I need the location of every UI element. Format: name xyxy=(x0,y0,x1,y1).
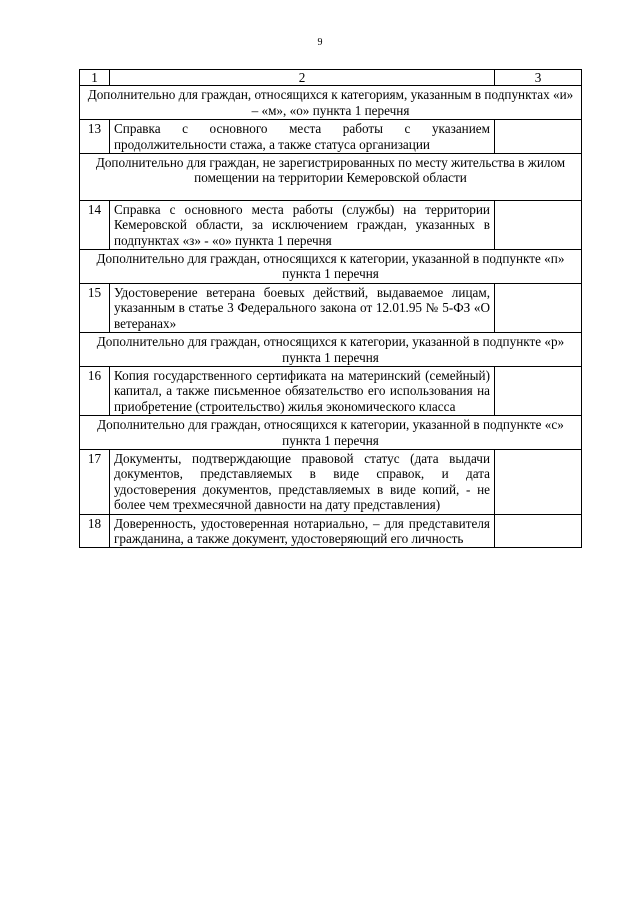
row-description: Доверенность, удостоверенная нотариально, – для представителя гражданина, а также документ, удостоверяющий его личность xyxy=(110,514,495,548)
documents-table xyxy=(79,69,582,548)
row-description: Удостоверение ветерана боевых действий, выдаваемое лицам, указанным в статье 3 Федерального закона от 12.01.95 № 5-ФЗ «О ветеранах» xyxy=(110,283,495,332)
section-row xyxy=(80,416,582,450)
section-row xyxy=(80,333,582,367)
section-heading: Дополнительно для граждан, относящихся к категориям, указанным в подпунктах «и» – «м», «о» пункта 1 перечня xyxy=(80,86,582,120)
column-header-2: 2 xyxy=(110,70,495,86)
table-row xyxy=(80,283,582,332)
table-row xyxy=(80,200,582,249)
section-heading: Дополнительно для граждан, не зарегистрированных по месту жительства в жилом помещении на территории Кемеровской области xyxy=(80,154,582,201)
table-header-row xyxy=(80,70,582,86)
row-note xyxy=(495,283,582,332)
row-description: Справка с основного места работы с указанием продолжительности стажа, а также статуса организации xyxy=(110,120,495,154)
section-heading: Дополнительно для граждан, относящихся к категории, указанной в подпункте «р» пункта 1 перечня xyxy=(80,333,582,367)
column-header-1: 1 xyxy=(80,70,110,86)
row-note xyxy=(495,200,582,249)
table-row xyxy=(80,366,582,415)
table-row xyxy=(80,514,582,548)
row-note xyxy=(495,366,582,415)
row-number: 16 xyxy=(80,366,110,415)
row-number: 17 xyxy=(80,449,110,514)
row-number: 14 xyxy=(80,200,110,249)
row-description: Справка с основного места работы (службы) на территории Кемеровской области, за исключением граждан, указанных в подпунктах «з» - «о» пункта 1 перечня xyxy=(110,200,495,249)
row-description: Копия государственного сертификата на материнский (семейный) капитал, а также письменное обязательство его использования на приобретение (строительство) жилья экономического класса xyxy=(110,366,495,415)
table-row xyxy=(80,449,582,514)
section-heading: Дополнительно для граждан, относящихся к категории, указанной в подпункте «п» пункта 1 перечня xyxy=(80,250,582,284)
row-note xyxy=(495,449,582,514)
row-number: 18 xyxy=(80,514,110,548)
section-row xyxy=(80,154,582,201)
row-description: Документы, подтверждающие правовой статус (дата выдачи документов, представляемых в виде справок, и дата удостоверения документов, представляемых в виде копий, - не более чем трехмесячной давности на дату представления) xyxy=(110,449,495,514)
column-header-3: 3 xyxy=(495,70,582,86)
row-number: 15 xyxy=(80,283,110,332)
row-note xyxy=(495,514,582,548)
section-heading: Дополнительно для граждан, относящихся к категории, указанной в подпункте «с» пункта 1 перечня xyxy=(80,416,582,450)
section-row xyxy=(80,86,582,120)
row-note xyxy=(495,120,582,154)
table-row xyxy=(80,120,582,154)
row-number: 13 xyxy=(80,120,110,154)
section-row xyxy=(80,250,582,284)
page-number: 9 xyxy=(317,37,323,48)
